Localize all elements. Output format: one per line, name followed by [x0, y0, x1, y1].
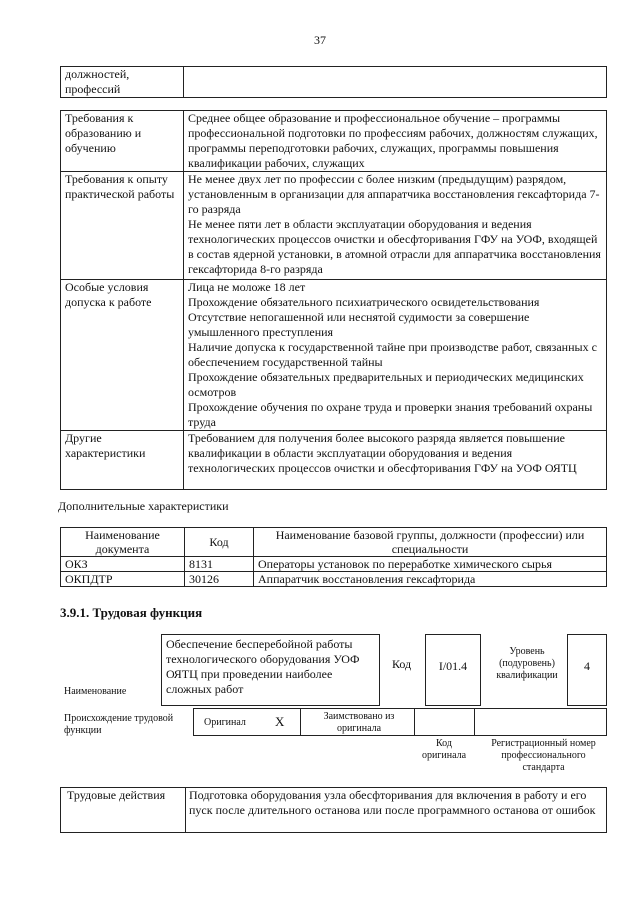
requirements-row-experience	[61, 172, 607, 280]
requirement-label: Требования к опыту практической работы	[61, 172, 184, 280]
table-row	[61, 557, 607, 572]
requirement-line: Прохождение обязательного психиатрического освидетельствования	[188, 295, 540, 309]
table-cell: Аппаратчик восстановления гексафторида	[254, 572, 607, 587]
requirement-value	[184, 111, 607, 172]
requirement-value	[184, 431, 607, 490]
requirement-label: Требования к образованию и обучению	[61, 111, 184, 172]
section-title: 3.9.1. Трудовая функция	[60, 605, 203, 620]
original-mark: X	[275, 714, 285, 729]
original-label: Оригинал	[204, 717, 246, 728]
requirements-row-other	[61, 431, 607, 490]
table-cell: ОКЗ	[61, 557, 185, 572]
requirement-label: Особые условия допуска к работе	[61, 280, 184, 431]
requirement-line: Не менее двух лет по профессии с более низким (предыдущим) разрядом, установленным в организации для аппаратчика восстановления гексафторида 7-го разряда	[188, 172, 600, 216]
origin-label: Происхождение трудовой функции	[64, 713, 174, 736]
requirement-line: Наличие допуска к государственной тайне при производстве работ, связанных с обеспечением государственной тайны	[188, 340, 597, 369]
labor-actions-label: Трудовые действия	[61, 788, 186, 833]
column-header: Код	[185, 528, 254, 557]
function-name-box: Обеспечение бесперебойной работы технологического оборудования УОФ ОЯТЦ при проведении наиболее сложных работ	[161, 634, 380, 706]
origin-divider	[300, 708, 301, 736]
labor-actions-text: Подготовка оборудования узла обесфторивания для включения в работу и его пуск после длительного останова или после программного останова от ошибок	[186, 788, 607, 833]
table-header-row	[61, 528, 607, 557]
requirement-value	[184, 172, 607, 280]
requirement-line: Среднее общее образование и профессиональное обучение – программы профессиональной подготовки по профессиям рабочих, должностям служащих, программы переподготовки рабочих, служащих, программы повышения квалификации рабочих, служащих	[188, 111, 598, 170]
code-label: Код	[392, 657, 412, 671]
extra-characteristics-title: Дополнительные характеристики	[58, 499, 229, 513]
top-fragment-label: должностей, профессий	[61, 67, 184, 98]
top-fragment-value	[184, 67, 607, 98]
name-label: Наименование	[64, 686, 127, 697]
labor-actions-table	[60, 787, 607, 833]
top-fragment-table	[60, 66, 607, 98]
requirement-value	[184, 280, 607, 431]
requirement-line: Не менее пяти лет в области эксплуатации оборудования и ведения технологических процессов очистки и обесфторивания ГФУ на УОФ, входящей в состав ядерной установки, в атомной отрасли для аппаратчика восстановления гексафторида 8-го разряда	[188, 217, 601, 276]
table-cell: 30126	[185, 572, 254, 587]
reg-number-label: Регистрационный номер профессионального стандарта	[491, 738, 596, 773]
requirement-line: Требованием для получения более высокого разряда является повышение квалификации в области эксплуатации оборудования и ведения технологических процессов очистки и обесфторивания ГФУ на УОФ ОЯТЦ	[188, 431, 577, 475]
requirement-line: Прохождение обучения по охране труда и проверки знания требований охраны труда	[188, 400, 593, 429]
extra-characteristics-table	[60, 527, 607, 587]
requirement-line: Отсутствие непогашенной или неснятой судимости за совершение умышленного преступления	[188, 310, 530, 339]
level-value-box: 4	[567, 634, 607, 706]
requirements-table	[60, 110, 607, 490]
table-cell: ОКПДТР	[61, 572, 185, 587]
table-cell: Операторы установок по переработке химического сырья	[254, 557, 607, 572]
code-original-label: Код оригинала	[421, 738, 467, 761]
borrowed-label: Заимствовано из оригинала	[323, 711, 395, 734]
requirements-row-education	[61, 111, 607, 172]
requirement-line: Прохождение обязательных предварительных и периодических медицинских осмотров	[188, 370, 584, 399]
origin-divider	[474, 708, 475, 736]
requirement-label: Другие характеристики	[61, 431, 184, 490]
page-number: 37	[314, 33, 326, 47]
table-row	[61, 572, 607, 587]
column-header: Наименование документа	[61, 528, 185, 557]
table-cell: 8131	[185, 557, 254, 572]
requirement-line: Лица не моложе 18 лет	[188, 280, 306, 294]
level-label: Уровень (подуровень) квалификации	[496, 646, 558, 681]
origin-divider	[414, 708, 415, 736]
requirements-row-admission	[61, 280, 607, 431]
code-value-box: I/01.4	[425, 634, 481, 706]
column-header: Наименование базовой группы, должности (профессии) или специальности	[254, 528, 607, 557]
table-row	[61, 788, 607, 833]
